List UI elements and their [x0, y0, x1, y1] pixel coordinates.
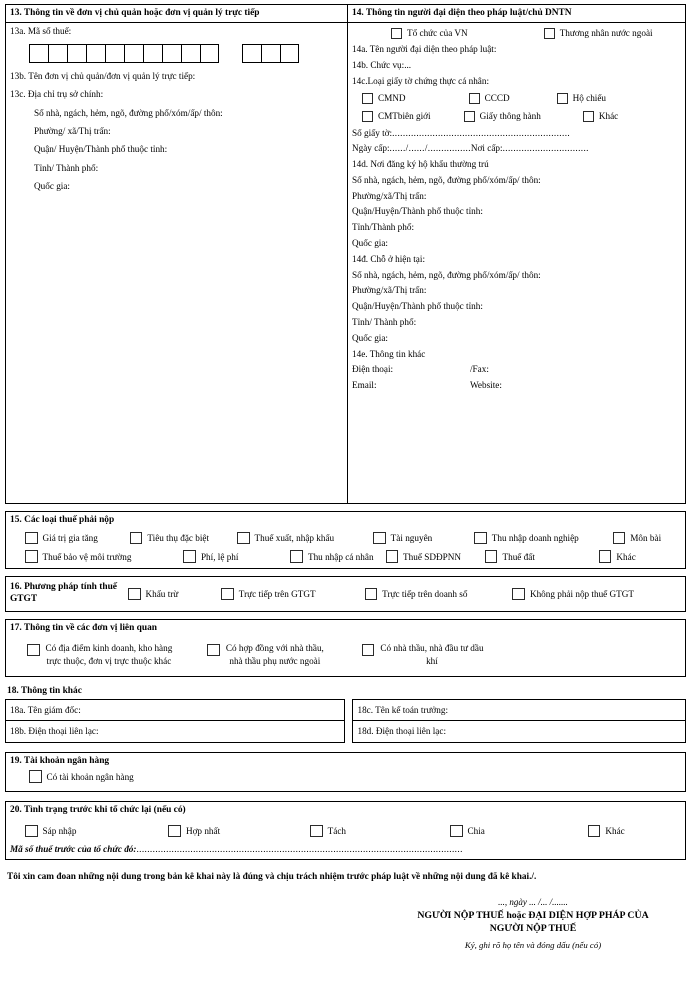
field-14c-label: 14c.Loại giấy tờ chứng thực cá nhân: [352, 75, 490, 86]
field-14d-street: Số nhà, ngách, hẻm, ngõ, đường phố/xóm/ấp/ thôn: [352, 174, 541, 185]
checkbox-icon[interactable] [362, 644, 375, 657]
phone-label: Điện thoại: [352, 364, 394, 375]
section-18-left-box [5, 699, 345, 742]
checkbox-icon[interactable] [362, 111, 373, 122]
issue-place-label: Nơi cấp: [470, 143, 503, 154]
previous-tax-code-label: Mã số thuế trước của tổ chức đó: [10, 844, 137, 855]
checkbox-label-line2: khí [426, 656, 438, 667]
checkbox-label: Phí, lệ phí [200, 551, 239, 562]
checkbox-icon[interactable] [386, 550, 399, 563]
checkbox-label [46, 642, 173, 670]
checkbox-icon[interactable] [450, 825, 463, 838]
tax-code-cell[interactable] [143, 44, 162, 63]
checkbox-label: Thu nhập doanh nghiệp [491, 533, 579, 544]
checkbox-icon[interactable] [583, 111, 594, 122]
tax-code-cell[interactable] [124, 44, 143, 63]
checkbox-label: Có tài khoản ngân hàng [46, 771, 134, 782]
checkbox-icon[interactable] [464, 111, 475, 122]
checkbox-item-other-status[interactable] [588, 825, 625, 838]
checkbox-item-land-tax[interactable] [485, 550, 535, 563]
field-18a-label: 18a. Tên giám đốc: [6, 700, 344, 721]
checkbox-label-line1: Có nhà thầu, nhà đầu tư dầu [380, 642, 484, 653]
signer-title-line1: NGƯỜI NỘP THUẾ hoặc ĐẠI DIỆN HỢP PHÁP CỦA [417, 910, 649, 922]
checkbox-label: Tổ chức của VN [407, 28, 468, 39]
section-15-row-2 [6, 547, 685, 568]
checkbox-label-line2: trực thuộc, đơn vị trực thuộc khác [46, 656, 172, 667]
checkbox-item-passport[interactable] [557, 93, 606, 104]
section-19-option-row [6, 769, 685, 791]
checkbox-label: Thu nhập cá nhân [307, 551, 374, 562]
checkbox-label: Thuế SDĐPNN [403, 551, 461, 562]
section-14-entity-type-row [352, 23, 681, 42]
section-15-title: 15. Các loại thuế phải nộp [10, 515, 115, 525]
checkbox-label [226, 642, 324, 670]
signature-hint: Ký, ghi rõ họ tên và đóng dấu (nếu có) [464, 939, 602, 950]
section-14c-id-type-row-1 [352, 89, 681, 107]
checkbox-item-corporate-income[interactable] [474, 532, 579, 545]
section-17-panel [5, 619, 686, 677]
checkbox-icon[interactable] [469, 93, 480, 104]
tax-code-group-primary[interactable] [29, 44, 219, 63]
checkbox-item-business-location[interactable] [27, 642, 172, 670]
checkbox-label: Thuế đất [502, 551, 535, 562]
section-14c-id-type-row-2 [352, 107, 681, 125]
checkbox-label: Tách [327, 826, 347, 836]
field-13c-district: Quận/ Huyện/Thành phố thuộc tỉnh: [34, 144, 168, 155]
tax-code-cell[interactable] [86, 44, 105, 63]
field-14d-ward: Phường/xã/Thị trấn: [352, 190, 427, 201]
checkbox-label: Hộ chiếu [572, 93, 607, 104]
checkbox-icon[interactable] [474, 532, 487, 545]
checkbox-item-separation[interactable] [310, 825, 346, 838]
field-18c-label: 18c. Tên kế toán trưởng: [353, 700, 685, 721]
checkbox-item-laissez-passer[interactable] [464, 111, 541, 122]
checkbox-item-fees-charges[interactable] [183, 550, 238, 563]
checkbox-icon[interactable] [365, 588, 378, 601]
field-14dd-country: Quốc gia: [352, 332, 388, 343]
fax-label: /Fax: [470, 364, 489, 375]
checkbox-icon[interactable] [588, 825, 601, 838]
checkbox-item-merger[interactable] [25, 825, 76, 838]
checkbox-label-line1: Có hợp đồng với nhà thầu, [225, 642, 324, 653]
field-14d-district: Quận/Huyện/Thành phố thuộc tỉnh: [352, 206, 483, 217]
checkbox-label: Trực tiếp trên doanh số [382, 588, 468, 599]
checkbox-item-personal-income[interactable] [290, 550, 373, 563]
declaration-statement: Tôi xin cam đoan những nội dung trong bản kê khai này là đúng và chịu trách nhiệm trước pháp luật về những nội dung đã kê khai./. [7, 872, 537, 883]
checkbox-label: Khác [616, 551, 636, 562]
section-13-body [6, 23, 347, 503]
section-18-title: 18. Thông tin khác [7, 686, 82, 697]
field-email-website [352, 378, 681, 394]
checkbox-icon[interactable] [221, 588, 234, 601]
tax-code-cell[interactable] [48, 44, 67, 63]
field-14a-label: 14a. Tên người đại diện theo pháp luật: [352, 44, 497, 55]
signer-title [383, 910, 683, 935]
checkbox-item-other-id[interactable] [583, 111, 618, 122]
checkbox-icon[interactable] [544, 28, 555, 39]
field-14dd-district: Quận/Huyện/Thành phố thuộc tỉnh: [352, 301, 483, 312]
section-16-panel [5, 576, 686, 612]
checkbox-item-natural-resources[interactable] [373, 532, 432, 545]
field-14dd-label: 14đ. Chỗ ở hiện tại: [352, 253, 425, 264]
checkbox-icon[interactable] [557, 93, 568, 104]
section-20-title: 20. Tình trạng trước khi tổ chức lại (nếu có) [10, 804, 186, 815]
checkbox-label: CMTbiên giới [378, 111, 431, 122]
checkbox-icon[interactable] [27, 644, 40, 657]
section-17-title: 17. Thông tin về các đơn vị liên quan [10, 622, 157, 633]
checkbox-icon[interactable] [373, 532, 386, 545]
checkbox-item-other-tax[interactable] [599, 550, 636, 563]
checkbox-icon[interactable] [290, 550, 303, 563]
field-phone-fax [352, 362, 681, 378]
checkbox-item-cmnd[interactable] [362, 93, 406, 104]
checkbox-label: Chia [467, 826, 485, 836]
section-14-column [348, 5, 685, 503]
checkbox-icon[interactable] [362, 93, 373, 104]
checkbox-label: Giấy thông hành [479, 111, 541, 122]
section-18-wrapper [5, 686, 686, 742]
checkbox-item-has-bank-account[interactable] [29, 770, 134, 783]
checkbox-item-cccd[interactable] [469, 93, 510, 104]
issue-date-label: Ngày cấp: [352, 143, 390, 154]
checkbox-icon[interactable] [25, 532, 38, 545]
tax-code-cell[interactable] [181, 44, 200, 63]
checkbox-item-consolidation[interactable] [168, 825, 220, 838]
checkbox-item-vat[interactable] [25, 532, 98, 545]
checkbox-icon[interactable] [599, 550, 612, 563]
checkbox-item-foreign-merchant[interactable] [544, 28, 653, 39]
field-18d-label: 18d. Điện thoại liên lạc: [357, 725, 447, 736]
section-13-column [6, 5, 348, 503]
field-18b-label: 18b. Điện thoại liên lạc: [10, 725, 99, 736]
field-13a-label: 13a. Mã số thuế: [10, 26, 72, 37]
checkbox-label: Khác [605, 826, 625, 836]
checkbox-icon[interactable] [613, 532, 626, 545]
checkbox-item-environment-protection[interactable] [25, 550, 131, 563]
tax-code-cell[interactable] [162, 44, 181, 63]
checkbox-icon[interactable] [29, 770, 42, 783]
checkbox-label: Tài nguyên [390, 533, 433, 544]
section-13-14-panel [5, 4, 686, 504]
checkbox-icon[interactable] [25, 550, 38, 563]
checkbox-label: CCCD [484, 93, 510, 104]
checkbox-icon[interactable] [207, 644, 220, 657]
checkbox-label: Thương nhân nước ngoài [559, 28, 653, 39]
section-20-options-row [6, 819, 685, 843]
checkbox-label [380, 642, 483, 670]
checkbox-label: Môn bài [630, 533, 662, 544]
field-14dd-province: Tỉnh/ Thành phố: [352, 317, 417, 328]
field-13c-ward: Phường/ xã/Thị trấn: [34, 125, 111, 136]
field-14e-label: 14e. Thông tin khác [352, 348, 426, 359]
field-13c-label: 13c. Địa chỉ trụ sở chính: [10, 89, 104, 100]
field-13c-street: Số nhà, ngách, hẻm, ngõ, đường phố/xóm/ấp/ thôn: [34, 107, 223, 118]
checkbox-label: Khác [598, 111, 619, 122]
checkbox-label: Hợp nhất [185, 826, 221, 836]
tax-code-cell[interactable] [242, 44, 261, 63]
previous-tax-code-dots: ......................................................................................................................... [136, 844, 463, 855]
field-14d-country: Quốc gia: [352, 238, 388, 249]
checkbox-item-border-id[interactable] [362, 111, 431, 122]
checkbox-item-import-export[interactable] [237, 532, 334, 545]
checkbox-item-deduction-method[interactable] [128, 588, 178, 601]
signature-date-line: ..., ngày ... /... /....... [498, 897, 568, 908]
checkbox-label: Tiêu thụ đặc biệt [147, 533, 210, 544]
field-13c-province: Tỉnh/ Thành phố: [34, 162, 99, 173]
field-14dd-street: Số nhà, ngách, hẻm, ngõ, đường phố/xóm/ấp/ thôn: [352, 269, 541, 280]
section-17-options-row [6, 637, 685, 677]
checkbox-item-direct-on-vat[interactable] [221, 588, 315, 601]
section-19-panel [5, 752, 686, 792]
checkbox-icon[interactable] [237, 532, 250, 545]
tax-code-group-suffix[interactable] [242, 44, 299, 63]
signer-title-line2: NGƯỜI NỘP THUẾ [489, 923, 577, 935]
checkbox-icon[interactable] [25, 825, 38, 838]
checkbox-item-division[interactable] [450, 825, 485, 838]
checkbox-item-vn-organization[interactable] [391, 28, 468, 39]
checkbox-label: Thuế xuất, nhập khẩu [254, 533, 335, 544]
section-19-title: 19. Tài khoản ngân hàng [10, 755, 110, 766]
checkbox-label: Trực tiếp trên GTGT [238, 588, 316, 599]
checkbox-label: Thuế bảo vệ môi trường [42, 551, 132, 562]
tax-code-cell[interactable] [280, 44, 299, 63]
document-number-dots: .................................................................. [392, 127, 571, 138]
field-14b-label: 14b. Chức vụ:... [352, 59, 412, 70]
checkbox-icon[interactable] [168, 825, 181, 838]
checkbox-label: Giá trị gia tăng [42, 533, 98, 544]
checkbox-label-line2: nhà thầu phụ nước ngoài [229, 656, 321, 667]
checkbox-label: Khấu trừ [145, 588, 179, 599]
section-16-row [6, 577, 685, 611]
tax-code-cell[interactable] [29, 44, 48, 63]
field-document-number [352, 125, 681, 141]
checkbox-icon[interactable] [512, 588, 525, 601]
issue-date-dots: ....../....../................ [389, 143, 471, 154]
section-20-panel [5, 801, 686, 860]
section-14-title: 14. Thông tin người đại diện theo pháp luật/chủ DNTN [348, 5, 685, 23]
checkbox-icon[interactable] [310, 825, 323, 838]
email-label: Email: [352, 380, 377, 391]
field-14dd-ward: Phường/xã/Thị trấn: [352, 285, 427, 296]
tax-code-cell[interactable] [67, 44, 86, 63]
section-16-title: 16. Phương pháp tính thuế GTGT [10, 582, 117, 604]
checkbox-item-oil-gas-contractor[interactable] [362, 642, 484, 670]
document-number-label: Số giấy tờ: [352, 127, 393, 138]
checkbox-icon[interactable] [128, 588, 141, 601]
issue-place-dots: ................................ [502, 143, 589, 154]
field-14d-label: 14d. Nơi đăng ký hộ khẩu thường trú [352, 159, 489, 170]
signature-block [5, 897, 686, 949]
checkbox-icon[interactable] [391, 28, 402, 39]
section-14-body [348, 23, 685, 503]
tax-code-cell[interactable] [200, 44, 219, 63]
checkbox-item-license-fee[interactable] [613, 532, 661, 545]
field-14d-province: Tỉnh/Thành phố: [352, 222, 415, 233]
field-13b-label: 13b. Tên đơn vị chủ quản/đơn vị quản lý trực tiếp: [10, 70, 196, 81]
section-15-row-1 [6, 529, 685, 548]
checkbox-item-foreign-contractor-contract[interactable] [207, 642, 324, 670]
checkbox-label: CMND [378, 93, 406, 104]
field-13c-country: Quốc gia: [34, 181, 70, 192]
section-13-title: 13. Thông tin về đơn vị chủ quản hoặc đơn vị quản lý trực tiếp [6, 5, 347, 23]
checkbox-icon[interactable] [485, 550, 498, 563]
checkbox-item-special-consumption[interactable] [130, 532, 209, 545]
tax-code-cell[interactable] [105, 44, 124, 63]
website-label: Website: [470, 380, 502, 391]
checkbox-icon[interactable] [130, 532, 143, 545]
tax-code-input-13a[interactable] [10, 41, 343, 67]
section-18-grid [5, 699, 686, 742]
section-18-right-box [352, 699, 686, 742]
checkbox-item-no-vat[interactable] [512, 588, 634, 601]
checkbox-label: Không phải nộp thuế GTGT [529, 588, 635, 599]
checkbox-item-direct-on-revenue[interactable] [365, 588, 468, 601]
tax-code-cell[interactable] [261, 44, 280, 63]
section-15-panel [5, 511, 686, 569]
signature-inner [383, 897, 683, 949]
checkbox-icon[interactable] [183, 550, 196, 563]
field-issue-date-place [352, 141, 681, 157]
checkbox-item-sddpnn[interactable] [386, 550, 461, 563]
section-20-previous-tax-code [6, 842, 685, 859]
checkbox-label: Sáp nhập [42, 826, 77, 836]
checkbox-label-line1: Có địa điểm kinh doanh, kho hàng [45, 642, 173, 653]
